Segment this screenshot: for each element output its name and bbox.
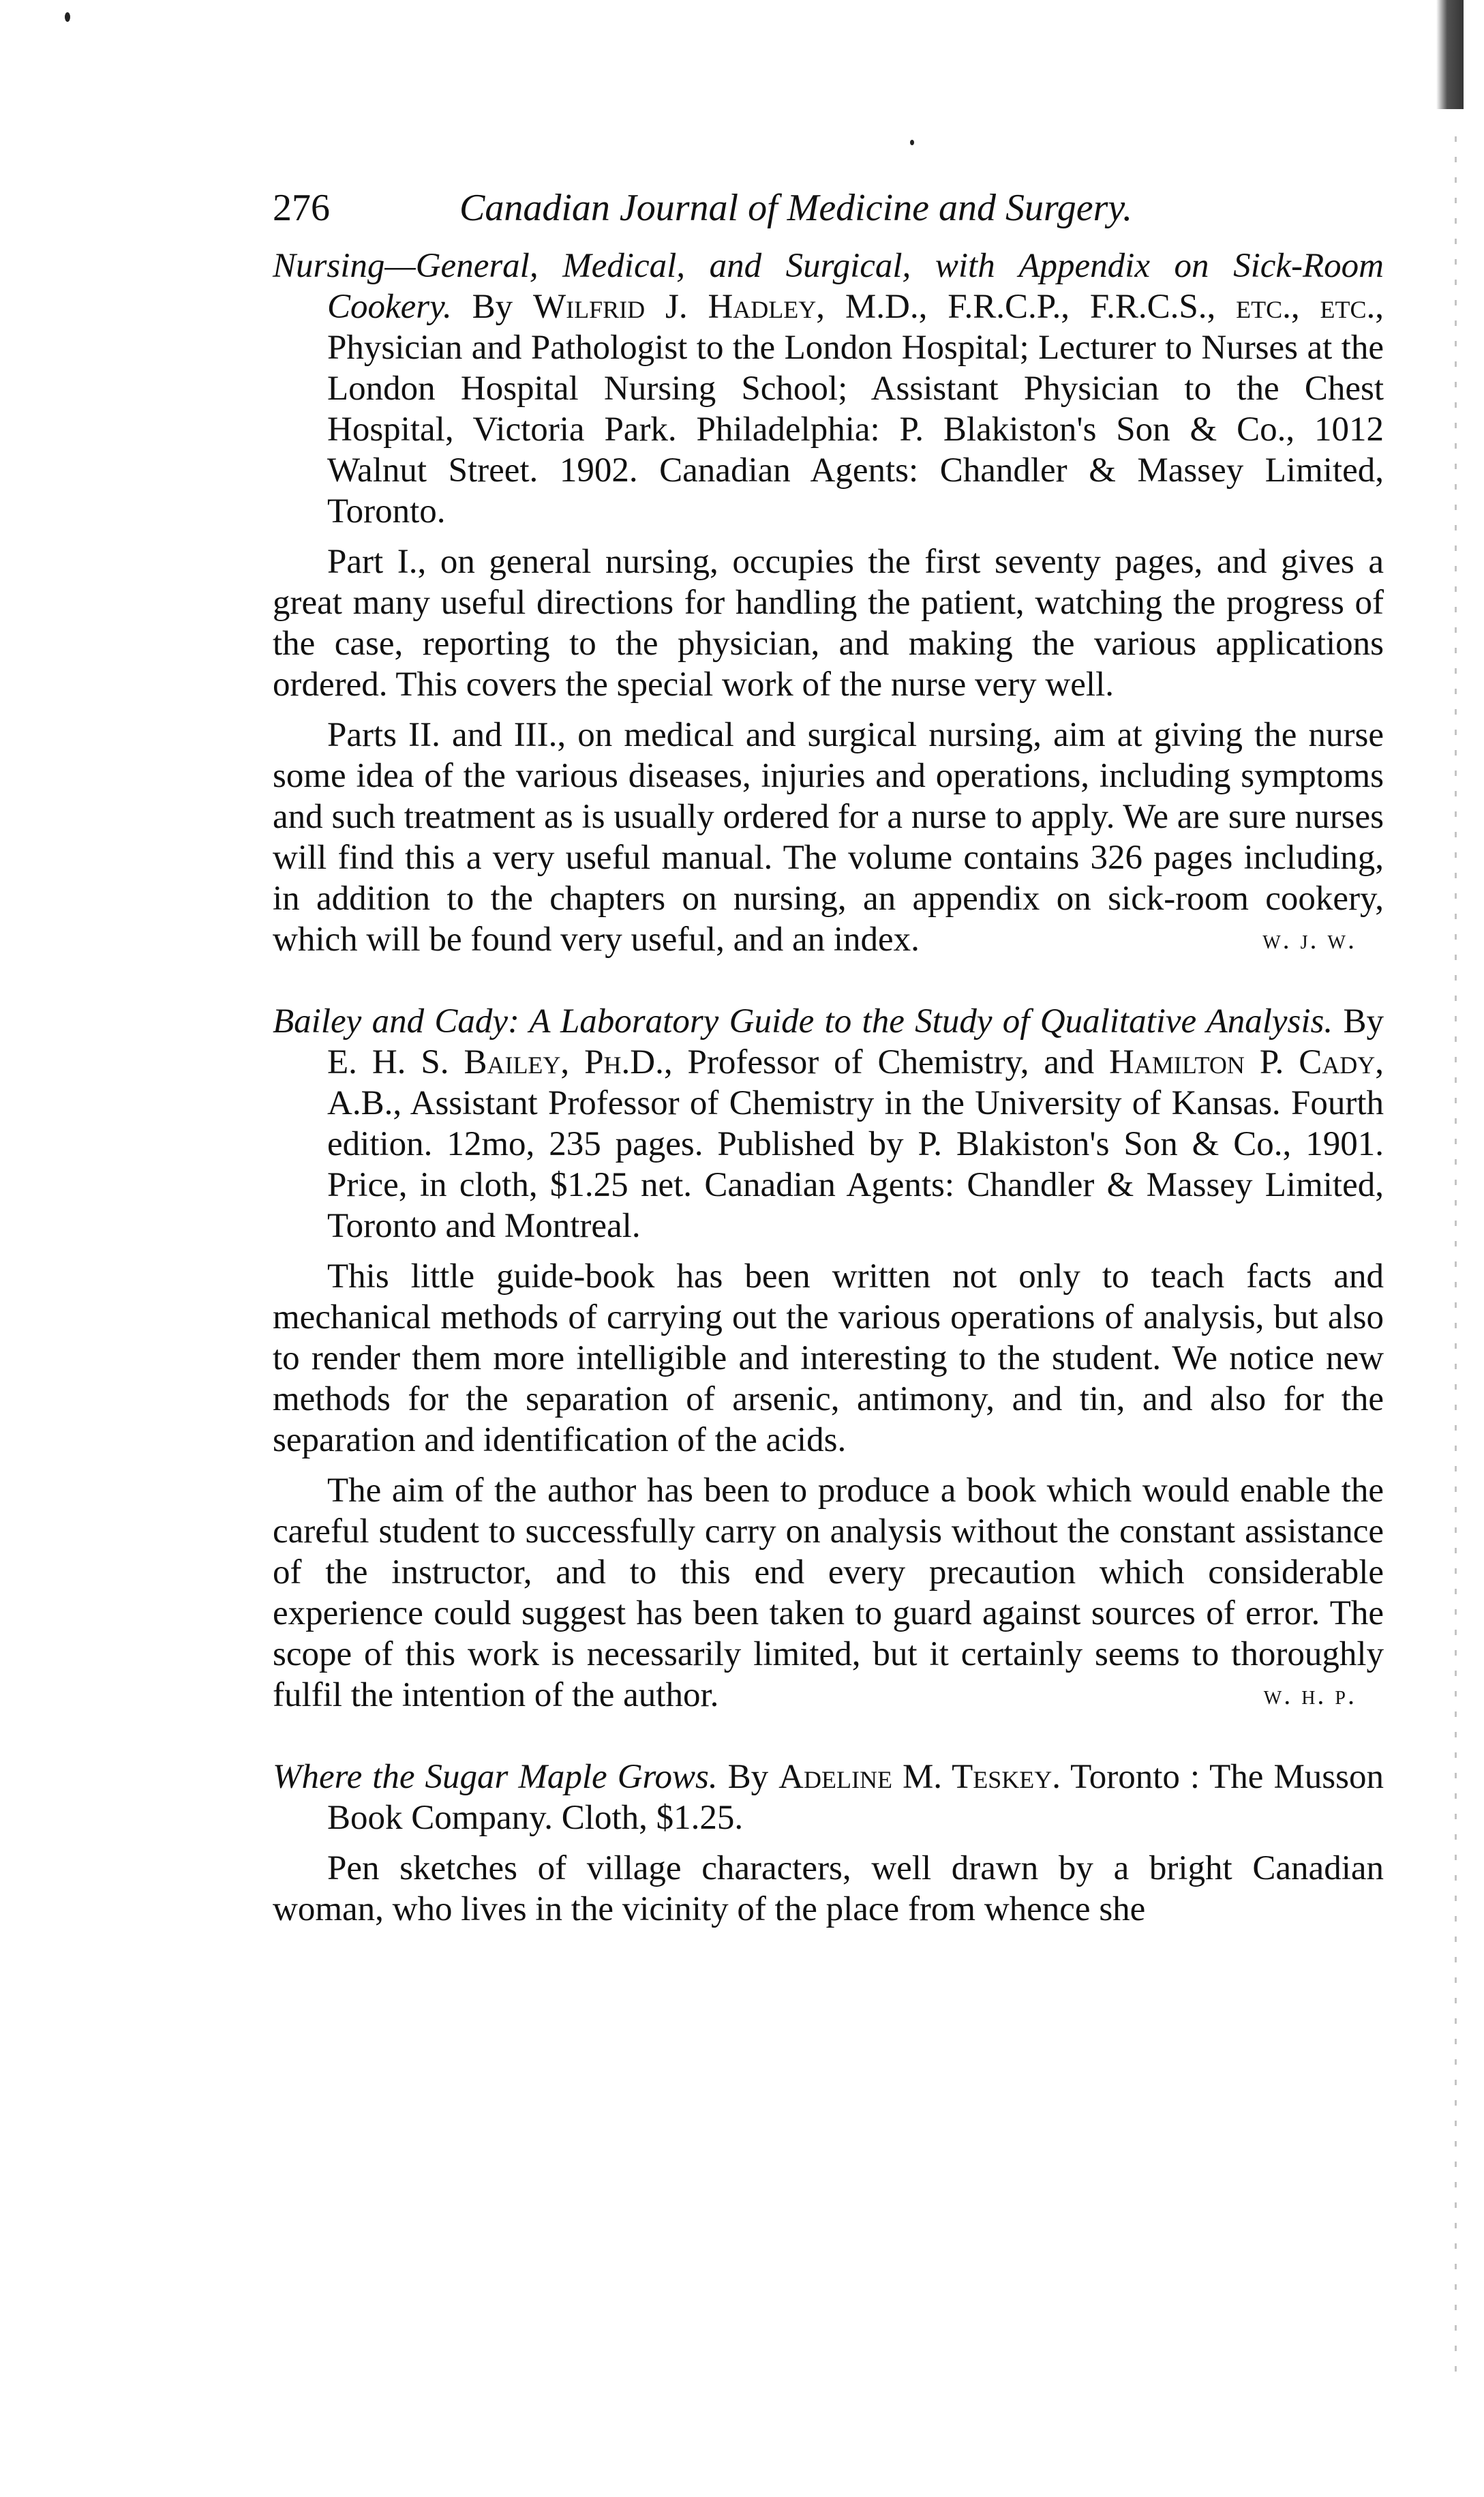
book-details: Toronto : The Musson Book Company. Cloth, $1.25.	[327, 1758, 1384, 1837]
review-bailey-cady	[273, 1001, 1384, 1716]
review-sugar-maple	[273, 1756, 1384, 1930]
by-label: By	[472, 288, 513, 326]
scan-edge-line	[1455, 136, 1457, 2387]
book-title: Nursing—General, Medical, and Surgical, with Appendix on Sick-Room Cookery.	[273, 247, 1384, 326]
page-number: 276	[273, 187, 330, 229]
review-citation	[273, 245, 1384, 532]
review-citation	[273, 1001, 1384, 1246]
review-paragraph-text: Parts II. and III., on medical and surgical nursing, aim at giving the nurse some idea of the various diseases, injuries and operations, including symptoms and such treatment as is usually ordered for a nurse to apply. We are sure nurses will find this a very useful manual. The volume contains 326 pages including, in addition to the chapters on nursing, an appendix on sick-room cookery, which will be found very useful, and an index.	[273, 716, 1384, 959]
section-gap	[273, 1716, 1384, 1756]
book-author: Wilfrid J. Hadley, M.D., F.R.C.P., F.R.C.S., etc., etc.,	[533, 288, 1384, 326]
review-paragraph: Pen sketches of village characters, well drawn by a bright Canadian woman, who lives in the vicinity of the place from whence she	[273, 1849, 1384, 1928]
review-paragraph-text: The aim of the author has been to produce a book which would enable the careful student to successfully carry on analysis without the constant assistance of the instructor, and to this end every precaution which considerable experience could suggest has been taken to guard against sources of error. The scope of this work is necessarily limited, but it certainly seems to thoroughly fulfil the intention of the author.	[273, 1471, 1384, 1714]
book-author: E. H. S. Bailey, Ph.D.,	[327, 1043, 673, 1081]
book-author: Adeline M. Teskey.	[778, 1758, 1061, 1796]
section-gap	[273, 960, 1384, 1001]
scan-edge-mark	[1436, 0, 1464, 109]
review-paragraph	[273, 1470, 1384, 1716]
review-paragraph	[273, 715, 1384, 960]
by-label: By	[727, 1758, 769, 1796]
book-details: Physician and Pathologist to the London Hospital; Lecturer to Nurses at the London Hospital Nursing School; Assistant Physician to the Chest Hospital, Victoria Park. Philadelphia: P. Blakiston's Son & Co., 1012 Walnut Street. 1902. Canadian Agents: Chandler & Massey Limited, Toronto.	[327, 329, 1384, 530]
by-label: By	[1343, 1002, 1384, 1041]
book-title: Where the Sugar Maple Grows.	[273, 1758, 718, 1796]
book-coauthor: Hamilton P. Cady, A.B.,	[327, 1043, 1384, 1122]
review-citation	[273, 1756, 1384, 1838]
book-details: Professor of Chemistry, and	[687, 1043, 1095, 1081]
scan-speck	[65, 12, 70, 22]
reviewer-signature: w. h. p.	[1263, 1679, 1357, 1710]
reviewer-signature: w. j. w.	[1262, 924, 1357, 955]
book-title: Bailey and Cady: A Laboratory Guide to the Study of Qualitative Analysis.	[273, 1002, 1333, 1041]
running-head	[273, 184, 1384, 232]
journal-title: Canadian Journal of Medicine and Surgery.	[459, 187, 1133, 229]
book-details-continued: Assistant Professor of Chemistry in the University of Kansas. Fourth edition. 12mo, 235 pages. Published by P. Blakiston's Son & Co., 1901. Price, in cloth, $1.25 net. Canadian Agents: Chandler & Massey Limited, Toronto and Montreal.	[327, 1084, 1384, 1245]
scan-speck	[910, 140, 914, 145]
review-paragraph: Part I., on general nursing, occupies the first seventy pages, and gives a great many useful directions for handling the patient, watching the progress of the case, reporting to the physician, and making the various applications ordered. This covers the special work of the nurse very well.	[273, 543, 1384, 704]
journal-page	[273, 184, 1384, 1930]
review-paragraph: This little guide-book has been written not only to teach facts and mechanical methods of carrying out the various operations of analysis, but also to render them more intelligible and interesting to the student. We notice new methods for the separation of arsenic, antimony, and tin, and also for the separation and identification of the acids.	[273, 1257, 1384, 1459]
review-nursing	[273, 245, 1384, 960]
